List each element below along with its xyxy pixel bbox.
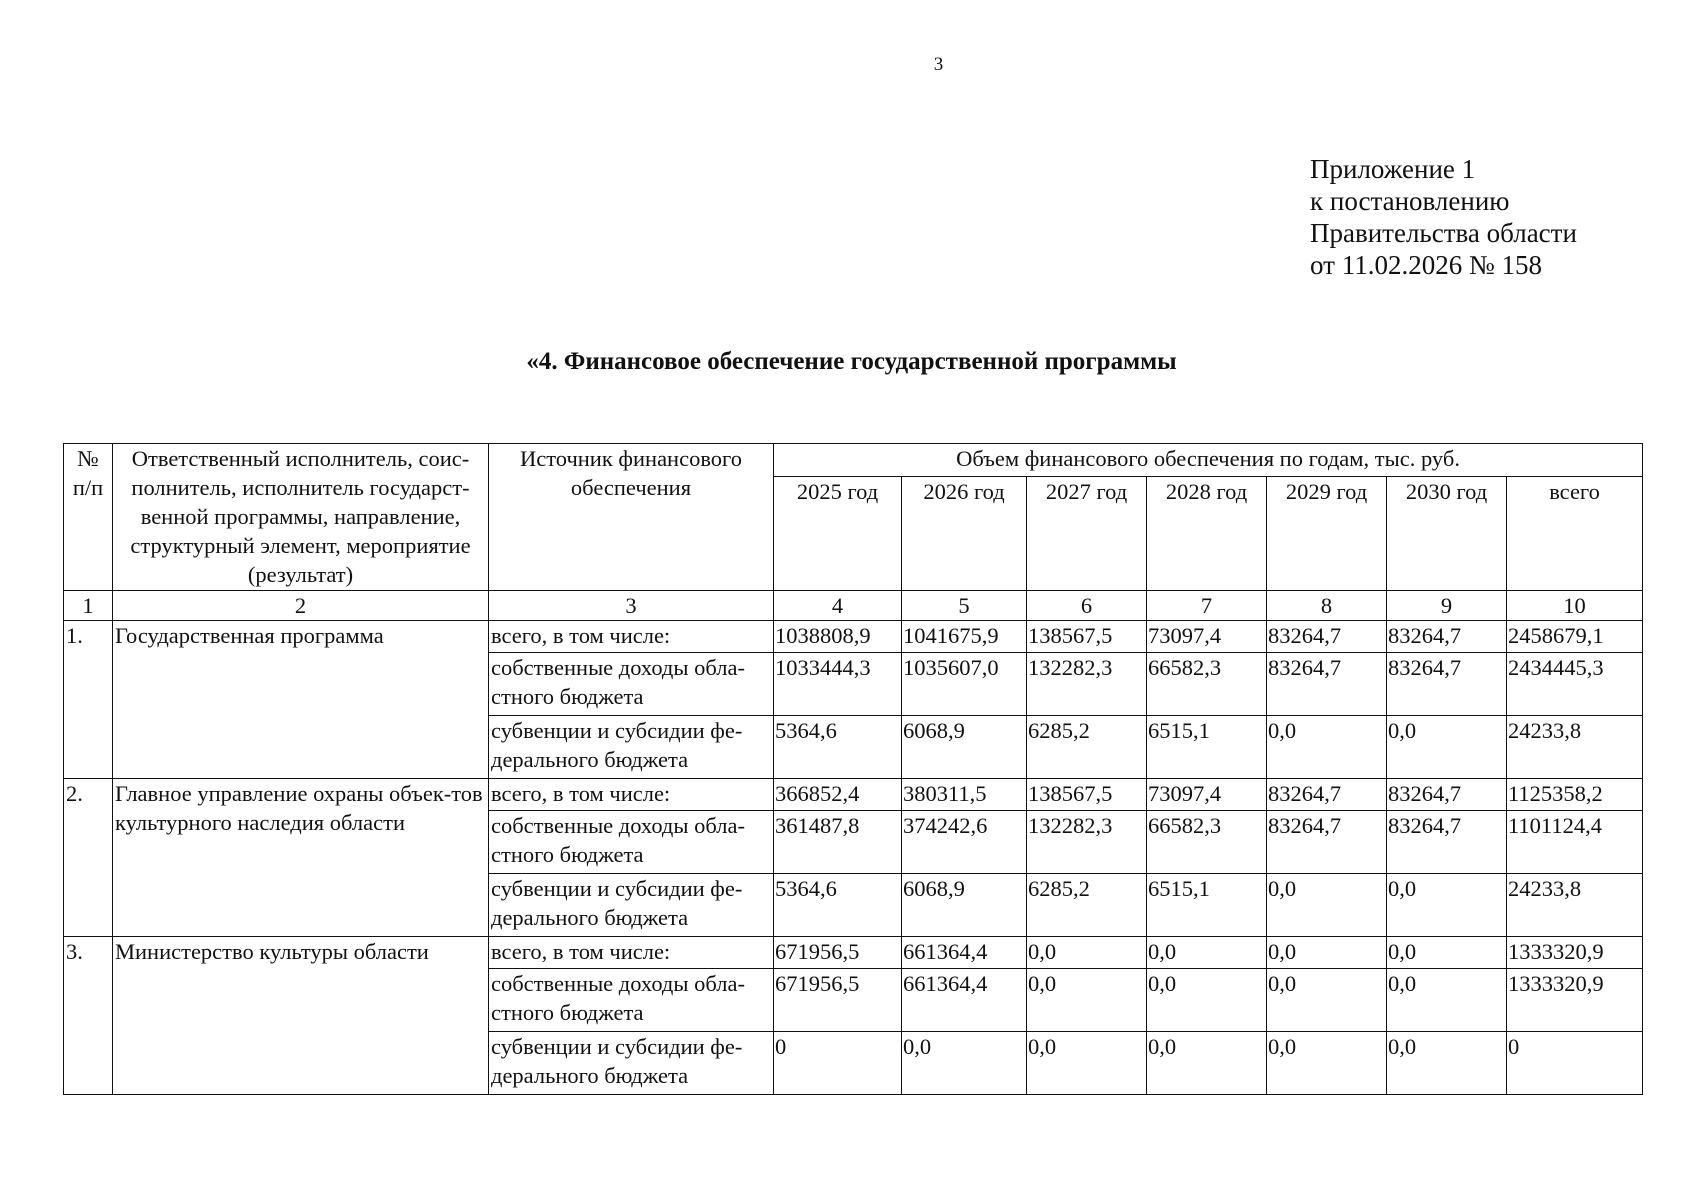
total-value-cell: 0 — [1507, 1032, 1643, 1095]
total-value-cell: 1333320,9 — [1507, 937, 1643, 969]
year-value-cell: 0 — [774, 1032, 902, 1095]
appendix-line: к постановлению — [1310, 186, 1510, 216]
source-cell: субвенции и субсидии фе-дерального бюджета — [489, 716, 774, 779]
source-cell: всего, в том числе: — [489, 621, 774, 653]
column-number: 2 — [113, 591, 489, 621]
total-value-cell: 1333320,9 — [1507, 969, 1643, 1032]
appendix-block — [1310, 153, 1577, 281]
table-row — [64, 937, 1643, 969]
year-value-cell: 0,0 — [1387, 937, 1507, 969]
year-value-cell: 138567,5 — [1027, 779, 1147, 811]
row-number-cell: 1. — [64, 621, 113, 779]
year-value-cell: 1038808,9 — [774, 621, 902, 653]
year-value-cell: 0,0 — [1147, 1032, 1267, 1095]
year-value-cell: 0,0 — [1027, 1032, 1147, 1095]
source-cell: собственные доходы обла-стного бюджета — [489, 653, 774, 716]
year-value-cell: 0,0 — [1267, 1032, 1387, 1095]
header-executor: Ответственный исполнитель, соис-полнитель, исполнитель государст-венной программы, направление, структурный элемент, мероприятие (результат) — [113, 444, 489, 591]
year-value-cell: 0,0 — [1267, 969, 1387, 1032]
source-cell: собственные доходы обла-стного бюджета — [489, 969, 774, 1032]
year-value-cell: 671956,5 — [774, 969, 902, 1032]
year-value-cell: 132282,3 — [1027, 811, 1147, 874]
year-value-cell: 374242,6 — [902, 811, 1027, 874]
source-cell: субвенции и субсидии фе-дерального бюджета — [489, 874, 774, 937]
source-cell: собственные доходы обла-стного бюджета — [489, 811, 774, 874]
year-value-cell: 0,0 — [1027, 937, 1147, 969]
year-value-cell: 83264,7 — [1267, 779, 1387, 811]
year-value-cell: 132282,3 — [1027, 653, 1147, 716]
header-year: 2026 год — [902, 477, 1027, 591]
year-value-cell: 361487,8 — [774, 811, 902, 874]
header-year: 2027 год — [1027, 477, 1147, 591]
column-numbers-row — [64, 591, 1643, 621]
header-year: 2025 год — [774, 477, 902, 591]
appendix-line: Приложение 1 — [1310, 154, 1476, 184]
appendix-line: Правительства области — [1310, 218, 1577, 248]
year-value-cell: 83264,7 — [1267, 653, 1387, 716]
financing-table — [63, 443, 1643, 1095]
year-value-cell: 83264,7 — [1387, 779, 1507, 811]
total-value-cell: 24233,8 — [1507, 716, 1643, 779]
table-row — [64, 779, 1643, 811]
executor-cell: Министерство культуры области — [113, 937, 489, 1095]
year-value-cell: 0,0 — [1267, 874, 1387, 937]
column-number: 10 — [1507, 591, 1643, 621]
executor-cell: Государственная программа — [113, 621, 489, 779]
column-number: 4 — [774, 591, 902, 621]
header-year-total: всего — [1507, 477, 1643, 591]
year-value-cell: 83264,7 — [1267, 811, 1387, 874]
year-value-cell: 6285,2 — [1027, 716, 1147, 779]
year-value-cell: 0,0 — [1267, 716, 1387, 779]
year-value-cell: 6515,1 — [1147, 874, 1267, 937]
year-value-cell: 1033444,3 — [774, 653, 902, 716]
total-value-cell: 2458679,1 — [1507, 621, 1643, 653]
header-row — [64, 444, 1643, 477]
document-title — [0, 348, 1697, 376]
total-value-cell: 1101124,4 — [1507, 811, 1643, 874]
column-number: 5 — [902, 591, 1027, 621]
year-value-cell: 1035607,0 — [902, 653, 1027, 716]
year-value-cell: 0,0 — [1387, 1032, 1507, 1095]
column-number: 9 — [1387, 591, 1507, 621]
year-value-cell: 83264,7 — [1387, 621, 1507, 653]
year-value-cell: 83264,7 — [1267, 621, 1387, 653]
source-cell: субвенции и субсидии фе-дерального бюджета — [489, 1032, 774, 1095]
year-value-cell: 73097,4 — [1147, 779, 1267, 811]
year-value-cell: 0,0 — [1027, 969, 1147, 1032]
year-value-cell: 73097,4 — [1147, 621, 1267, 653]
column-number: 7 — [1147, 591, 1267, 621]
column-number: 6 — [1027, 591, 1147, 621]
executor-cell: Главное управление охраны объек-тов культурного наследия области — [113, 779, 489, 937]
year-value-cell: 6285,2 — [1027, 874, 1147, 937]
year-value-cell: 661364,4 — [902, 969, 1027, 1032]
year-value-cell: 671956,5 — [774, 937, 902, 969]
year-value-cell: 366852,4 — [774, 779, 902, 811]
year-value-cell: 0,0 — [1267, 937, 1387, 969]
page-number: 3 — [933, 54, 944, 75]
row-number-cell: 2. — [64, 779, 113, 937]
year-value-cell: 66582,3 — [1147, 653, 1267, 716]
year-value-cell: 380311,5 — [902, 779, 1027, 811]
year-value-cell: 5364,6 — [774, 716, 902, 779]
year-value-cell: 0,0 — [1387, 969, 1507, 1032]
column-number: 1 — [64, 591, 113, 621]
year-value-cell: 0,0 — [902, 1032, 1027, 1095]
header-year: 2028 год — [1147, 477, 1267, 591]
header-year: 2029 год — [1267, 477, 1387, 591]
year-value-cell: 0,0 — [1147, 937, 1267, 969]
appendix-line: от 11.02.2026 № 158 — [1310, 250, 1542, 280]
total-value-cell: 2434445,3 — [1507, 653, 1643, 716]
header-num: № п/п — [64, 444, 113, 591]
year-value-cell: 83264,7 — [1387, 653, 1507, 716]
total-value-cell: 1125358,2 — [1507, 779, 1643, 811]
year-value-cell: 5364,6 — [774, 874, 902, 937]
document-title-text: «4. Финансовое обеспечение государственной программы — [526, 348, 1177, 375]
source-cell: всего, в том числе: — [489, 779, 774, 811]
header-year: 2030 год — [1387, 477, 1507, 591]
year-value-cell: 0,0 — [1387, 874, 1507, 937]
year-value-cell: 0,0 — [1387, 716, 1507, 779]
total-value-cell: 24233,8 — [1507, 874, 1643, 937]
year-value-cell: 1041675,9 — [902, 621, 1027, 653]
year-value-cell: 0,0 — [1147, 969, 1267, 1032]
year-value-cell: 83264,7 — [1387, 811, 1507, 874]
column-number: 8 — [1267, 591, 1387, 621]
header-volume: Объем финансового обеспечения по годам, тыс. руб. — [774, 444, 1643, 477]
year-value-cell: 66582,3 — [1147, 811, 1267, 874]
year-value-cell: 6068,9 — [902, 716, 1027, 779]
year-value-cell: 138567,5 — [1027, 621, 1147, 653]
year-value-cell: 6068,9 — [902, 874, 1027, 937]
row-number-cell: 3. — [64, 937, 113, 1095]
table-row — [64, 621, 1643, 653]
header-source: Источник финансового обеспечения — [489, 444, 774, 591]
year-value-cell: 661364,4 — [902, 937, 1027, 969]
column-number: 3 — [489, 591, 774, 621]
year-value-cell: 6515,1 — [1147, 716, 1267, 779]
source-cell: всего, в том числе: — [489, 937, 774, 969]
